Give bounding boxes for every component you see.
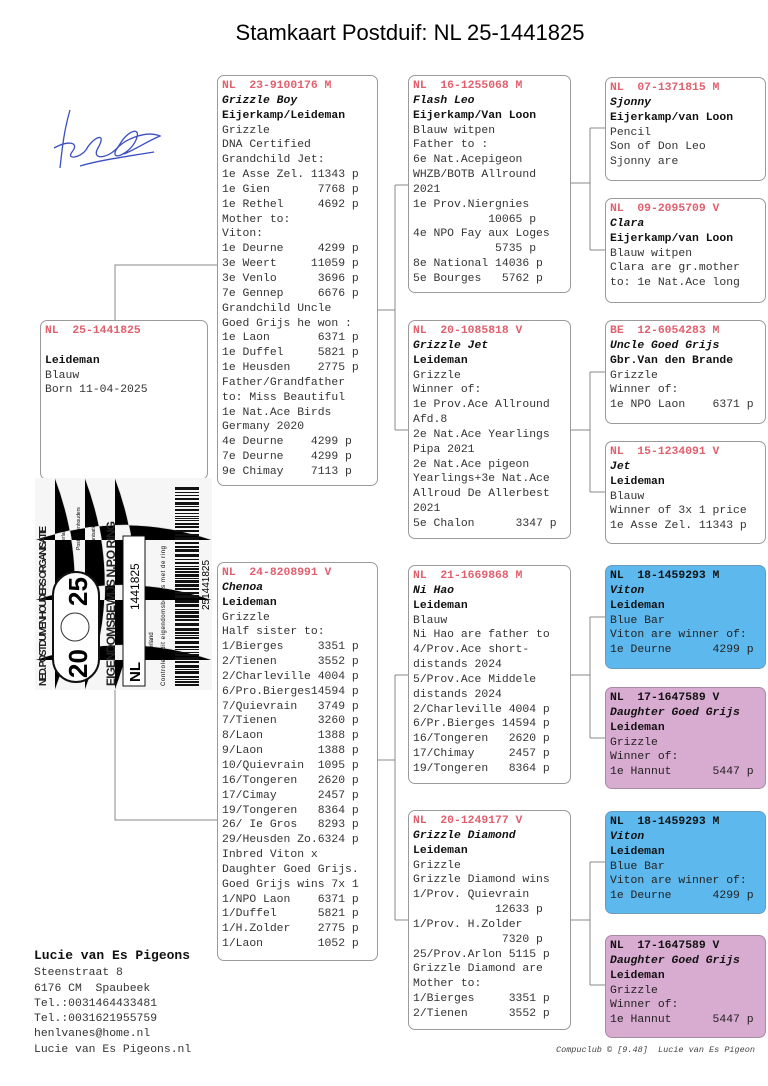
info-line: 1e Hannut 5447 p (610, 766, 754, 779)
owner-name: Eijerkamp/van Loon (610, 232, 734, 245)
barcode-bar (175, 623, 199, 626)
barcode-bar (175, 530, 199, 532)
barcode-bar (175, 609, 199, 610)
connector-dd (570, 862, 605, 985)
barcode-bar (175, 641, 199, 644)
info-line: Ni Hao are father to (413, 629, 550, 642)
info-line: 16/Tongeren 2620 p (222, 774, 359, 787)
barcode-bar (175, 649, 199, 650)
page-title: Stamkaart Postduif: NL 25-1441825 (235, 20, 585, 45)
info-line: 6/Pro.Bierges14594 p (222, 685, 359, 698)
info-line: 1e Prov.Ace Allround (413, 399, 550, 412)
barcode-bar (175, 654, 199, 656)
barcode-bar (175, 611, 199, 614)
barcode-bar (175, 542, 199, 544)
barcode-bar (175, 498, 199, 500)
barcode-bar (175, 571, 199, 573)
info-line: 2e Nat.Ace Yearlings (413, 428, 550, 441)
breeder-name: Lucie van Es Pigeons (34, 948, 191, 963)
info-line: Goed Grijs wins 7x 1 (222, 878, 359, 891)
barcode-bar (175, 549, 199, 552)
ring-number: NL 07-1371815 M (610, 82, 720, 94)
pedigree-card-ddd (605, 935, 766, 1038)
info-line: Allroud De Allerbest (413, 488, 550, 501)
ring-card-title: EIGENDOMSBEWIJS N.P.O RING (104, 521, 118, 686)
info-line: 10065 p (413, 213, 537, 226)
pigeon-name: Daughter Goed Grijs (610, 954, 740, 967)
info-line: Afd.8 (413, 414, 448, 427)
ring-number: NL 23-9100176 M (222, 80, 332, 92)
info-line: Grizzle (413, 369, 461, 382)
info-line: 1/Bierges 3351 p (413, 993, 550, 1006)
info-line: 5e Chalon 3347 p (413, 517, 557, 530)
info-line: 1e Asse Zel. 11343 p (222, 169, 359, 182)
barcode-bar (175, 646, 199, 648)
info-line: Inbred Viton x (222, 849, 318, 862)
info-line: 2/Charleville 4004 p (413, 703, 550, 716)
pigeon-name: Chenoa (222, 581, 264, 594)
barcode-bar (175, 495, 199, 496)
pedigree-card-sire (217, 75, 378, 486)
ring-card-barcode-number: 251441825 (201, 559, 212, 610)
ring-card-org: NED. POSTDUIVENHOUDERS ORGANISATIE (38, 526, 49, 686)
barcode-bar (175, 635, 199, 636)
info-line: 1/Bierges 3351 p (222, 641, 359, 654)
barcode-bar (175, 665, 199, 668)
barcode-bar (175, 681, 199, 683)
owner-name: Eijerkamp/Van Loon (413, 109, 537, 122)
connector-sd (570, 372, 605, 492)
owner-name: Leideman (413, 844, 468, 857)
info-line: 1e Deurne 4299 p (610, 890, 754, 903)
info-line: 1/NPO Laon 6371 p (222, 893, 359, 906)
ring-number: NL 16-1255068 M (413, 80, 523, 92)
info-line: Mother to: (413, 978, 482, 991)
pigeon-name: Flash Leo (413, 94, 475, 107)
owner-name: Leideman (610, 721, 665, 734)
info-line: 4/Prov.Ace short- (413, 644, 530, 657)
pedigree-card-ssd (605, 198, 766, 303)
info-line: Grizzle Diamond are (413, 963, 543, 976)
info-line: 1e Nat.Ace Birds (222, 406, 332, 419)
ring-number: NL 17-1647589 V (610, 692, 720, 704)
info-line: DNA Certified (222, 139, 311, 152)
barcode-bar (175, 516, 199, 517)
owner-name: Leideman (610, 599, 665, 612)
barcode-bar (175, 502, 199, 505)
pigeon-name: Sjonny (610, 96, 652, 109)
info-line: 2/Tienen 3552 p (222, 656, 359, 669)
info-line: 1e Duffel 5821 p (222, 347, 359, 360)
info-line: Blue Bar (610, 860, 665, 873)
breeder-phone-2: Tel.:0031621955759 (34, 1013, 158, 1026)
info-line: 1e Prov.Niergnies (413, 198, 530, 211)
subject-pigeon-card (40, 320, 208, 480)
info-line: 1/Duffel 5821 p (222, 908, 359, 921)
barcode-bar (175, 595, 199, 598)
barcode-bar (175, 661, 199, 663)
connector-subject-sire (115, 265, 217, 320)
ring-card-year-left: 20 (63, 649, 93, 678)
info-line: Grandchild Uncle (222, 302, 332, 315)
info-line: 29/Heusden Zo.6324 p (222, 834, 359, 847)
ring-number: NL 18-1459293 M (610, 570, 720, 582)
info-line: Clara are gr.mother (610, 262, 740, 275)
info-line: 5e Bourges 5762 p (413, 272, 543, 285)
info-line: 4e NPO Fay aux Loges (413, 228, 550, 241)
info-line: Winner of: (610, 999, 679, 1012)
info-line: 17/Cimay 2457 p (222, 789, 359, 802)
info-line: Viton: (222, 228, 264, 241)
barcode-bar (175, 628, 199, 631)
info-line: 16/Tongeren 2620 p (413, 733, 550, 746)
connector-sire-parents (377, 185, 408, 430)
info-line: 2021 (413, 183, 441, 196)
barcode-bar (175, 676, 199, 678)
pedigree-card-dds (605, 811, 766, 914)
info-line: 5/Prov.Ace Middele (413, 673, 537, 686)
info-line: 9e Chimay 7113 p (222, 465, 352, 478)
barcode-bar (175, 580, 199, 583)
info-line: Grizzle Diamond wins (413, 874, 550, 887)
barcode-bar (175, 652, 199, 653)
info-line: 3e Venlo 3696 p (222, 272, 359, 285)
barcode-bar (175, 671, 199, 674)
pedigree-card-sd (408, 320, 571, 539)
info-line: 6/Pr.Bierges 14594 p (413, 718, 550, 731)
info-line: 17/Chimay 2457 p (413, 748, 550, 761)
barcode-bar (175, 520, 199, 521)
subject-birth-date: Born 11-04-2025 (45, 384, 148, 397)
ring-number: NL 21-1669868 M (413, 570, 523, 582)
info-line: 1/Laon 1052 p (222, 938, 359, 951)
info-line: 26/ Ie Gros 8293 p (222, 819, 359, 832)
owner-name: Leideman (413, 599, 468, 612)
info-line: Viton are winner of: (610, 629, 747, 642)
info-line: Blauw witpen (610, 247, 693, 260)
ring-card-country: NL (127, 662, 144, 682)
subject-owner: Leideman (45, 354, 100, 367)
barcode-bar (175, 588, 199, 590)
pigeon-name: Grizzle Diamond (413, 829, 516, 842)
barcode-bar (175, 574, 199, 577)
barcode-bar (175, 566, 199, 567)
info-line: 1e Hannut 5447 p (610, 1014, 754, 1027)
info-line: 19/Tongeren 8364 p (413, 762, 550, 775)
info-line: Yearlings+3e Nat.Ace (413, 473, 550, 486)
info-line: 8/Laon 1388 p (222, 730, 359, 743)
info-line: Winner of: (610, 384, 679, 397)
barcode-bar (175, 592, 199, 594)
owner-name: Leideman (610, 475, 665, 488)
barcode-bar (175, 600, 199, 603)
pigeon-name: Daughter Goed Grijs (610, 706, 740, 719)
info-line: 7/Quievrain 3749 p (222, 700, 359, 713)
info-line: 1e Asse Zel. 11343 p (610, 520, 747, 533)
info-line: 2/Tienen 3552 p (413, 1007, 550, 1020)
breeder-phone-1: Tel.:0031464433481 (34, 997, 158, 1010)
info-line: 19/Tongeren 8364 p (222, 804, 359, 817)
info-line: 1e Deurne 4299 p (610, 644, 754, 657)
ring-number: NL 20-1249177 V (413, 815, 523, 827)
info-line: 1/Prov. Quievrain (413, 889, 530, 902)
info-line: 12633 p (413, 904, 543, 917)
info-line: Blauw (413, 614, 448, 627)
subject-name (45, 339, 203, 354)
barcode-bar (175, 679, 199, 680)
info-line: to: 1e Nat.Ace long (610, 277, 740, 290)
info-line: Germany 2020 (222, 421, 305, 434)
pedigree-card-dss (605, 565, 766, 669)
connector-dam-parents (377, 675, 408, 920)
barcode-bar (175, 604, 199, 607)
info-line: 7320 p (413, 933, 543, 946)
info-line: 2/Charleville 4004 p (222, 670, 359, 683)
ring-number: NL 20-1085818 V (413, 325, 523, 337)
ring-number: NL 15-1234091 V (610, 446, 720, 458)
info-line: 8e National 14036 p (413, 258, 543, 271)
barcode-bar (175, 568, 199, 570)
info-line: distands 2024 (413, 659, 502, 672)
ring-card-npo-3: Organisatie (91, 524, 97, 550)
pigeon-name: Grizzle Boy (222, 94, 298, 107)
pedigree-card-dsd (605, 687, 766, 789)
pigeon-name: Viton (610, 584, 645, 597)
info-line: Grandchild Jet: (222, 154, 325, 167)
signature-image (50, 100, 170, 180)
info-line: to: Miss Beautiful (222, 391, 346, 404)
owner-name: Eijerkamp/van Loon (610, 111, 734, 124)
barcode-bar (175, 632, 199, 634)
ring-card-check-text: Controleer dit eigendomsbewijs met de ring (161, 546, 167, 686)
info-line: Grizzle (222, 124, 270, 137)
ring-number: NL 17-1647589 V (610, 940, 720, 952)
info-line: Blauw (610, 490, 645, 503)
info-line: 2e Nat.Ace pigeon (413, 458, 530, 471)
info-line: Viton are winner of: (610, 875, 747, 888)
breeder-postcode: 6176 CM Spaubeek (34, 982, 151, 995)
barcode-bar (175, 584, 199, 587)
pigeon-name: Uncle Goed Grijs (610, 339, 720, 352)
info-line: 7e Deurne 4299 p (222, 451, 352, 464)
breeder-email: henlvanes@home.nl (34, 1028, 151, 1041)
footer-credit: Compuclub © [9.48] Lucie van Es Pigeon (556, 1045, 755, 1055)
info-line: Goed Grijs he won : (222, 317, 352, 330)
subject-color: Blauw (45, 369, 80, 382)
ring-card-land: Nederland (149, 632, 155, 660)
barcode-bar (175, 526, 199, 528)
info-line: 2021 (413, 503, 441, 516)
barcode-bar (175, 492, 199, 493)
barcode-bar (175, 562, 199, 564)
info-line: 4e Deurne 4299 p (222, 436, 352, 449)
info-line: 1e NPO Laon 6371 p (610, 399, 754, 412)
info-line: 1e Gien 7768 p (222, 183, 359, 196)
info-line: 9/Laon 1388 p (222, 745, 359, 758)
pigeon-name: Grizzle Jet (413, 339, 489, 352)
pedigree-card-dam (217, 562, 378, 961)
barcode-bar (175, 657, 199, 660)
info-line: distands 2024 (413, 688, 502, 701)
info-line: Mother to: (222, 213, 291, 226)
info-line: 5735 p (413, 243, 537, 256)
barcode-bar (175, 487, 199, 490)
barcode-bar (175, 615, 199, 618)
pigeon-name: Jet (610, 460, 631, 473)
info-line: 1e Laon 6371 p (222, 332, 359, 345)
ring-number: NL 24-8208991 V (222, 567, 332, 579)
owner-name: Eijerkamp/Leideman (222, 109, 346, 122)
ring-card-npo-1: Nederlandse (61, 521, 67, 550)
ring-number: NL 09-2095709 V (610, 203, 720, 215)
barcode-bar (175, 619, 199, 621)
info-line: 3e Weert 11059 p (222, 258, 359, 271)
info-line: Winner of: (610, 751, 679, 764)
info-line: Pipa 2021 (413, 443, 475, 456)
ring-number: NL 18-1459293 M (610, 816, 720, 828)
ring-card-number: 1441825 (128, 563, 142, 610)
pedigree-card-dd (408, 810, 571, 1030)
breeder-info (34, 948, 191, 1058)
barcode-bar (175, 509, 199, 511)
barcode-bar (175, 506, 199, 507)
info-line: Grizzle (222, 611, 270, 624)
owner-name: Gbr.Van den Brande (610, 354, 734, 367)
info-line: Son of Don Leo (610, 141, 706, 154)
info-line: Grizzle (413, 859, 461, 872)
info-line: Father to : (413, 139, 489, 152)
pedigree-card-ss (408, 75, 571, 293)
barcode-bar (175, 523, 199, 525)
info-line: 10/Quievrain 1095 p (222, 759, 359, 772)
pedigree-card-ds (408, 565, 571, 784)
info-line: Grizzle (610, 984, 658, 997)
info-line: Half sister to: (222, 626, 325, 639)
info-line: 1/H.Zolder 2775 p (222, 923, 359, 936)
breeder-website: Lucie van Es Pigeons.nl (34, 1043, 192, 1056)
barcode-bar (175, 559, 199, 560)
info-line: 1/Prov. H.Zolder (413, 918, 523, 931)
info-line: Father/Grandfather (222, 376, 346, 389)
info-line: Sjonny are (610, 156, 679, 169)
ring-number: BE 12-6054283 M (610, 325, 720, 337)
pigeon-name: Ni Hao (413, 584, 455, 597)
info-line: Daughter Goed Grijs. (222, 863, 359, 876)
info-line: 7e Gennep 6676 p (222, 287, 359, 300)
barcode-bar (175, 537, 199, 540)
ring-card-year-right: 25 (63, 577, 93, 606)
pigeon-name: Clara (610, 217, 645, 230)
barcode-bar (175, 513, 199, 514)
pedigree-card-sdd (605, 441, 766, 544)
owner-name: Leideman (413, 354, 468, 367)
barcode-bar (175, 669, 199, 670)
info-line: 1e Rethel 4692 p (222, 198, 359, 211)
connector-ds (570, 617, 605, 738)
info-line: Blue Bar (610, 614, 665, 627)
pigeon-name: Viton (610, 830, 645, 843)
connector-subject-dam (115, 690, 217, 820)
barcode-bar (175, 578, 199, 579)
info-line: Grizzle (610, 736, 658, 749)
owner-name: Leideman (610, 845, 665, 858)
info-line: Grizzle (610, 369, 658, 382)
pedigree-card-sss (605, 77, 766, 181)
ring-card-npo-2: Postduivenhouders (76, 507, 82, 550)
info-line: 7/Tienen 3260 p (222, 715, 359, 728)
owner-name: Leideman (222, 596, 277, 609)
info-line: 6e Nat.Acepigeon (413, 154, 523, 167)
info-line: Winner of: (413, 384, 482, 397)
breeder-street: Steenstraat 8 (34, 967, 123, 980)
info-line: 25/Prov.Arlon 5115 p (413, 948, 550, 961)
pedigree-card-sds (605, 320, 766, 424)
barcode-bar (175, 546, 199, 548)
lion-emblem (61, 613, 89, 641)
info-line: 1e Heusden 2775 p (222, 362, 359, 375)
barcode-bar (175, 684, 199, 686)
info-line: Winner of 3x 1 price (610, 505, 747, 518)
barcode-bar (175, 534, 199, 536)
info-line: Pencil (610, 126, 652, 139)
connector-ss (570, 128, 605, 250)
info-line: WHZB/BOTB Allround (413, 169, 537, 182)
barcode-bar (175, 554, 199, 557)
owner-name: Leideman (610, 969, 665, 982)
info-line: 1e Deurne 4299 p (222, 243, 359, 256)
info-line: Blauw witpen (413, 124, 496, 137)
barcode-bar (175, 518, 199, 519)
ring-ownership-card (35, 478, 212, 690)
barcode-bar (175, 637, 199, 639)
subject-ring-number: NL 25-1441825 (45, 325, 141, 337)
